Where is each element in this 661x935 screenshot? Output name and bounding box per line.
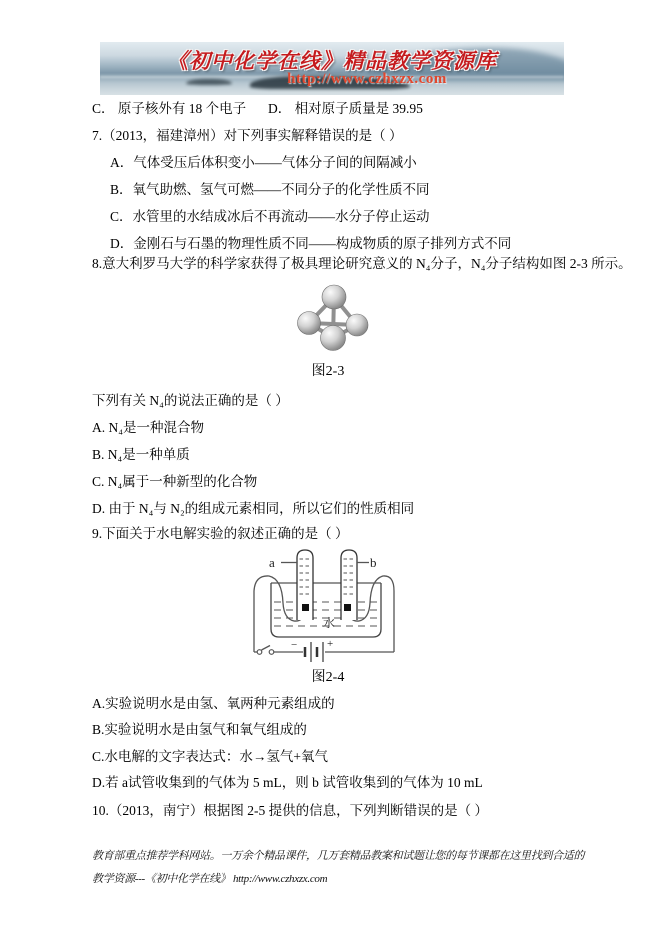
question-9-option-d: D.若 a试管收集到的气体为 5 mL，则 b 试管收集到的气体为 10 mL xyxy=(92,775,483,790)
question-7-option-b: B．氧气助燃、氢气可燃――不同分子的化学性质不同 xyxy=(110,182,430,197)
n4-molecule-drawing xyxy=(292,284,384,362)
question-9-option-c: C.水电解的文字表达式：水→氢气+氧气 xyxy=(92,749,328,764)
electrode-b xyxy=(344,604,351,611)
option-c-prev: C． 原子核外有 18 个电子 xyxy=(92,101,247,116)
atom-left xyxy=(298,312,321,335)
atom-top xyxy=(322,285,346,309)
question-9-option-b: B.实验说明水是由氢气和氧气组成的 xyxy=(92,722,307,737)
question-7-option-c: C．水管里的水结成冰后不再流动――水分子停止运动 xyxy=(110,209,430,224)
figure-electrolysis-apparatus xyxy=(248,547,408,665)
figure-n4-molecule xyxy=(292,284,384,362)
figure-2-3-caption: 图2-3 xyxy=(311,364,345,379)
question-10-stem: 10.（2013，南宁）根据图 2-5 提供的信息，下列判断错误的是（ ） xyxy=(92,803,488,818)
battery-minus-label: − xyxy=(291,639,298,651)
atom-front xyxy=(321,326,346,351)
question-9-stem: 9.下面关于水电解实验的叙述正确的是（ ） xyxy=(92,526,349,541)
water-label: 水 xyxy=(323,616,336,630)
atom-right xyxy=(346,314,368,336)
option-d-prev: D． 相对原子质量是 39.95 xyxy=(268,101,423,116)
site-banner xyxy=(100,42,564,95)
question-7-option-a: A．气体受压后体积变小――气体分子间的间隔减小 xyxy=(110,155,417,170)
battery-plus-label: + xyxy=(327,638,334,650)
question-8-option-b: B. N₄是一种单质 xyxy=(92,447,190,462)
question-8-subquestion: 下列有关 N₄的说法正确的是（ ） xyxy=(92,393,289,408)
question-8-option-d: D. 由于 N₄与 N₂的组成元素相同，所以它们的性质相同 xyxy=(92,501,415,516)
question-8-option-a: A. N₄是一种混合物 xyxy=(92,420,204,435)
banner-url: http://www.czhxzx.com xyxy=(287,71,447,87)
tube-a-label: a xyxy=(269,555,275,570)
tube-b-label: b xyxy=(370,555,377,570)
question-9-option-a: A.实验说明水是由氢、氧两种元素组成的 xyxy=(92,696,335,711)
figure-2-4-caption: 图2-4 xyxy=(311,670,345,685)
battery-symbol xyxy=(291,638,394,662)
electrode-a xyxy=(302,604,309,611)
question-7-stem: 7.（2013，福建漳州）对下列事实解释错误的是（ ） xyxy=(92,128,403,143)
banner-title: 《初中化学在线》精品教学资源库 xyxy=(167,49,497,73)
question-8-option-c: C. N₄属于一种新型的化合物 xyxy=(92,474,258,489)
question-8-stem: 8.意大利罗马大学的科学家获得了极具理论研究意义的 N₄分子，N₄分子结构如图 2-3 所示。 xyxy=(92,256,632,271)
footer-promo-line-1: 教育部重点推荐学科网站。一万余个精品课件，几万套精品教案和试题让您的每节课都在这里找到合适的 xyxy=(92,850,585,862)
question-7-option-d: D．金刚石与石墨的物理性质不同――构成物质的原子排列方式不同 xyxy=(110,236,512,251)
footer-promo-line-2 xyxy=(92,870,577,886)
footer-site-url: http://www.czhxzx.com xyxy=(232,873,328,885)
electrolysis-drawing xyxy=(248,547,408,665)
footer-promo-text: 教学资源---《初中化学在线》 xyxy=(92,873,231,885)
